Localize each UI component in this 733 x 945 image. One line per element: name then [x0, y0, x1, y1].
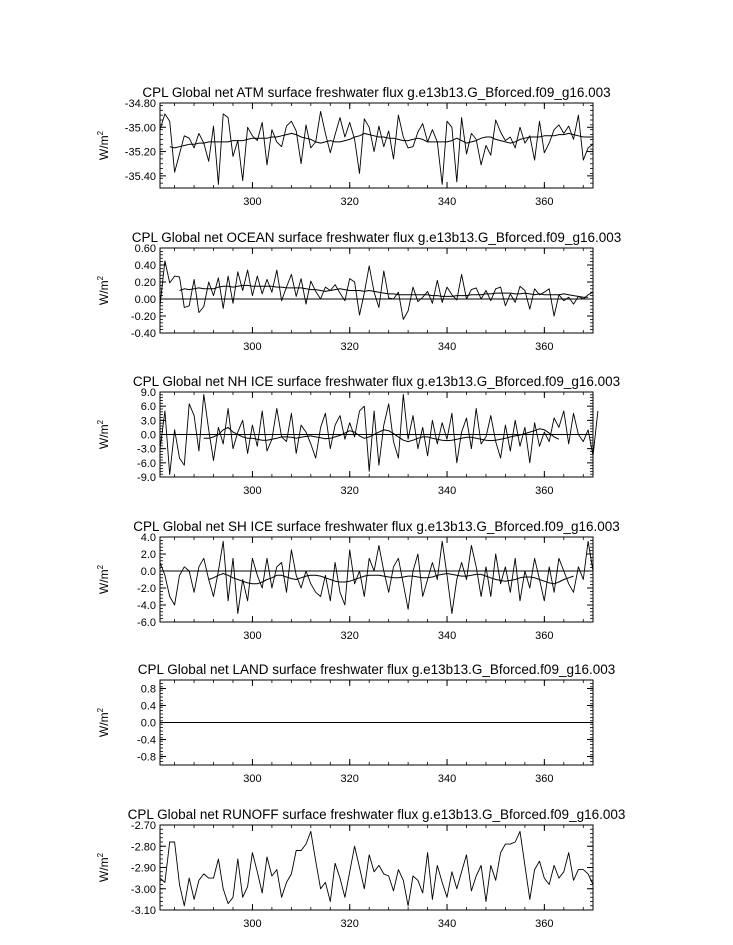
y-axis-label-superscript: 2	[96, 419, 105, 425]
y-tick-label: 0.40	[134, 260, 156, 272]
y-tick-label: -35.00	[124, 122, 156, 135]
x-tick-label: 340	[437, 630, 457, 642]
x-tick-label: 340	[437, 918, 457, 930]
y-tick-label: -3.0	[137, 443, 156, 456]
y-axis-label-superscript: 2	[96, 275, 105, 281]
x-tick-label: 360	[535, 196, 554, 208]
x-tick-label: 360	[535, 341, 554, 353]
y-tick-label: -9.0	[137, 472, 156, 484]
y-axis-label: $W/m^2$	[96, 419, 111, 450]
y-axis-label: $W/m^2$	[96, 130, 111, 161]
y-tick-label: 9.0	[140, 387, 156, 399]
x-tick-label: 360	[535, 773, 554, 785]
y-tick-label: -35.20	[124, 146, 156, 159]
x-tick-label: 300	[243, 485, 262, 497]
x-tick-label: 300	[243, 773, 262, 785]
x-tick-label: 360	[535, 918, 554, 930]
y-tick-label: 0.4	[140, 700, 156, 713]
y-tick-label: -34.80	[124, 98, 156, 110]
y-tick-label: -6.0	[137, 457, 156, 470]
x-tick-label: 340	[437, 341, 457, 353]
x-tick-label: 320	[340, 341, 359, 353]
y-axis-label-superscript: 2	[96, 852, 105, 858]
y-tick-label: -35.40	[124, 170, 156, 183]
y-tick-label: 0.8	[140, 683, 156, 696]
y-tick-label: -0.20	[130, 311, 156, 323]
x-tick-label: 360	[535, 485, 554, 497]
y-tick-label: 0.00	[134, 294, 156, 306]
y-axis-label: $W/m^2$	[96, 707, 111, 738]
x-tick-label: 360	[535, 630, 554, 642]
x-tick-label: 320	[340, 918, 359, 930]
y-axis-label: $W/m^2$	[96, 275, 111, 306]
x-tick-label: 320	[340, 485, 359, 497]
y-tick-label: 4.0	[140, 532, 156, 544]
chart-title: CPL Global net ATM surface freshwater flux g.e13b13.G_Bforced.f09_g16.003	[142, 85, 611, 100]
y-axis-label-superscript: 2	[96, 707, 105, 713]
x-tick-label: 340	[437, 196, 457, 208]
chart-title: CPL Global net OCEAN surface freshwater flux g.e13b13.G_Bforced.f09_g16.003	[131, 230, 622, 245]
y-tick-label: -0.40	[130, 328, 156, 340]
y-tick-label: -3.00	[130, 883, 156, 896]
x-tick-label: 320	[340, 196, 359, 208]
y-tick-label: -0.4	[137, 734, 156, 747]
y-tick-label: 0.60	[134, 243, 156, 255]
y-tick-label: 6.0	[140, 401, 156, 414]
x-tick-label: 320	[340, 630, 359, 642]
y-axis-label-superscript: 2	[96, 564, 105, 570]
y-tick-label: -2.70	[130, 820, 156, 832]
y-tick-label: 0.0	[140, 717, 156, 730]
x-tick-label: 340	[437, 485, 457, 497]
y-tick-label: 0.20	[134, 277, 156, 289]
x-tick-label: 340	[437, 773, 457, 785]
y-tick-label: -0.8	[137, 751, 156, 764]
y-tick-label: -2.0	[137, 583, 156, 595]
y-tick-label: 0.0	[140, 566, 156, 578]
y-tick-label: 3.0	[140, 415, 156, 428]
chart-title: CPL Global net SH ICE surface freshwater flux g.e13b13.G_Bforced.f09_g16.003	[133, 519, 620, 534]
y-tick-label: 0.0	[140, 429, 156, 442]
y-tick-label: -3.10	[130, 905, 156, 917]
y-axis-label-superscript: 2	[96, 130, 105, 136]
y-tick-label: 2.0	[140, 549, 156, 561]
x-tick-label: 300	[243, 341, 262, 353]
chart-title: CPL Global net NH ICE surface freshwater flux g.e13b13.G_Bforced.f09_g16.003	[132, 374, 621, 389]
y-tick-label: -2.80	[130, 841, 156, 854]
x-tick-label: 300	[243, 630, 262, 642]
x-tick-label: 300	[243, 918, 262, 930]
chart-title: CPL Global net LAND surface freshwater flux g.e13b13.G_Bforced.f09_g16.003	[137, 662, 616, 677]
y-tick-label: -4.0	[137, 600, 156, 612]
y-tick-label: -2.90	[130, 862, 156, 875]
y-axis-label: $W/m^2$	[96, 564, 111, 595]
x-tick-label: 320	[340, 773, 359, 785]
chart-title: CPL Global net RUNOFF surface freshwater flux g.e13b13.G_Bforced.f09_g16.003	[127, 807, 626, 822]
x-tick-label: 300	[243, 196, 262, 208]
y-axis-label: $W/m^2$	[96, 852, 111, 883]
y-tick-label: -6.0	[137, 617, 156, 629]
